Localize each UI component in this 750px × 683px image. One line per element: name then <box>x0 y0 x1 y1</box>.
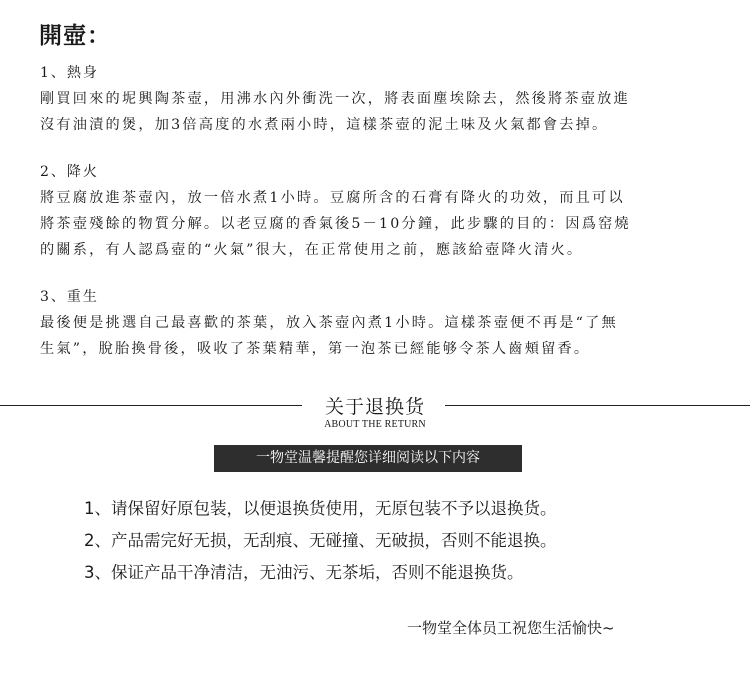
section-line: 生氣”，脫胎換骨後，吸收了茶葉精華，第一泡茶已經能够令茶人齒頰留香。 <box>40 341 591 357</box>
closing-message: 一物堂全体员工祝您生活愉快~ <box>407 619 615 637</box>
return-rule: 1、请保留好原包装，以便退换货使用，无原包装不予以退换货。 <box>84 499 557 518</box>
section-heading: 1、熱身 <box>40 65 99 81</box>
section-line: 剛買回來的坭興陶茶壺，用沸水內外衝洗一次，將表面塵埃除去，然後將茶壺放進 <box>40 91 630 107</box>
section-line: 沒有油漬的煲，加3倍高度的水煮兩小時，這樣茶壺的泥土味及火氣都會去掉。 <box>40 117 609 133</box>
section-warm-up <box>40 60 730 138</box>
notice-banner: 一物堂温馨提醒您详细阅读以下内容 <box>214 445 522 472</box>
section-line: 的關系，有人認爲壺的“火氣”很大，在正常使用之前，應該給壺降火清火。 <box>40 242 584 258</box>
return-rule: 2、产品需完好无损，无刮痕、无碰撞、无破损，否则不能退换。 <box>84 531 557 550</box>
section-cool-down <box>40 159 730 263</box>
return-subtitle: ABOUT THE RETURN <box>324 419 426 430</box>
section-heading: 3、重生 <box>40 289 99 305</box>
page-title: 開壺： <box>39 23 111 49</box>
return-rules-list <box>84 493 557 589</box>
return-header <box>0 392 750 432</box>
return-rule: 3、保证产品干净清洁，无油污、无茶垢，否则不能退换货。 <box>84 563 524 582</box>
section-line: 將茶壺殘餘的物質分解。以老豆腐的香氣後5－10分鐘，此步驟的目的：因爲窑燒 <box>40 216 631 232</box>
section-rebirth <box>40 284 730 362</box>
section-line: 最後便是挑選自己最喜歡的茶葉，放入茶壺內煮1小時。這樣茶壺便不再是“了無 <box>40 315 618 331</box>
section-line: 將豆腐放進茶壺內，放一倍水煮1小時。豆腐所含的石膏有降火的功效，而且可以 <box>40 190 625 206</box>
return-title: 关于退换货 <box>324 396 425 418</box>
section-heading: 2、降火 <box>40 164 99 180</box>
